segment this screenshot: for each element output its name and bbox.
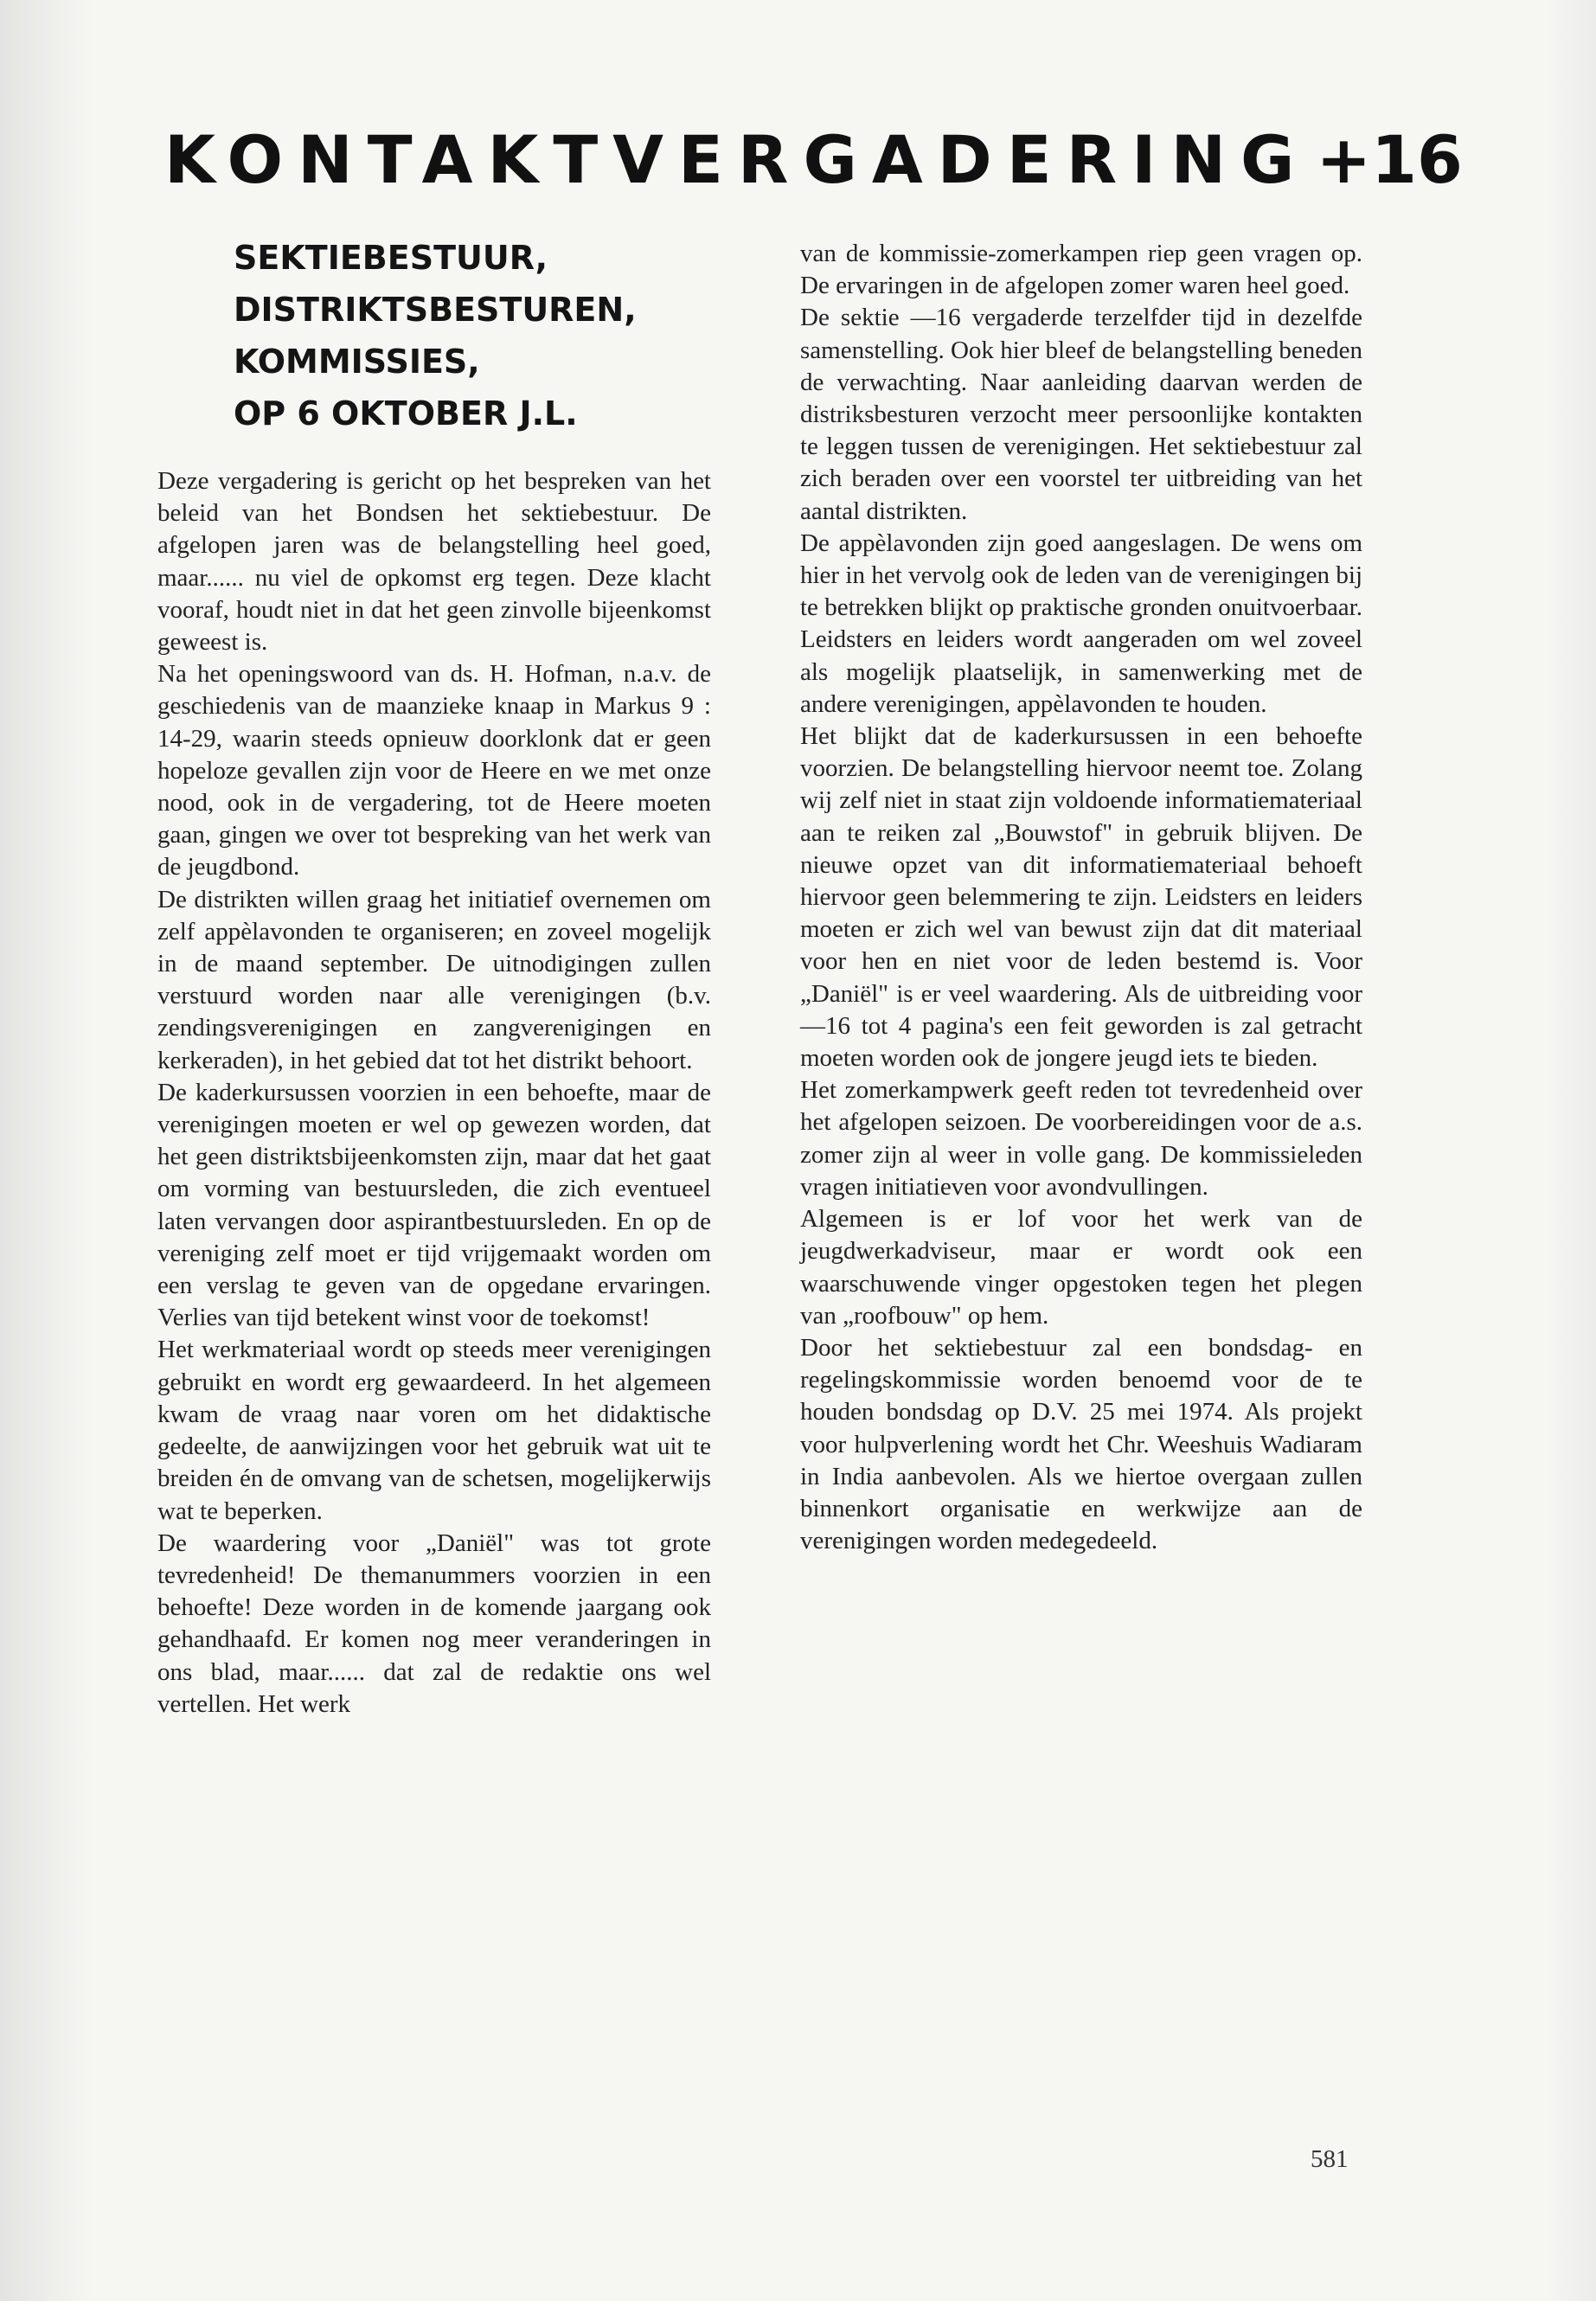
- paragraph: Door het sektiebestuur zal een bondsdag- en regelingskommissie worden benoemd voor de te houden bondsdag op D.V. 25 mei 1974. Als projekt voor hulpverlening wordt het Chr. Weeshuis Wadiaram in India aanbevolen. Als we hiertoe overgaan zullen binnenkort organisatie en werkwijze aan de verenigingen worden medegedeeld.: [800, 1333, 1362, 1555]
- page-headline: [164, 121, 1463, 199]
- paragraph: Het blijkt dat de kaderkursussen in een behoefte voorzien. De belangstelling hiervoor neemt toe. Zolang wij zelf niet in staat zijn voldoende informatiemateriaal aan te reiken zal „Bouwstof" in gebruik blijven. De nieuwe opzet van dit informatiemateriaal behoeft hiervoor geen belemmering te zijn. Leidsters en leiders moeten er zich wel van bewust zijn dat dit materiaal voor hen en niet voor de leden bestemd is. Voor „Daniël" is er veel waardering. Als de uitbreiding voor —16 tot 4 pagina's een feit geworden is zal getracht moeten worden ook de jongere jeugd iets te bieden.: [800, 722, 1362, 1073]
- subheading-line: DISTRIKTSBESTUREN,: [234, 291, 637, 329]
- paragraph: Deze vergadering is gericht op het bespreken van het beleid van het Bondsen het sektiebestuur. De afgelopen jaren was de belangstelling heel goed, maar...... nu viel de opkomst erg tegen. Deze klacht vooraf, houdt niet in dat het geen zinvolle bijeenkomst geweest is.: [157, 467, 711, 657]
- left-column: [157, 465, 711, 1721]
- subheading: [234, 232, 718, 439]
- paragraph: Algemeen is er lof voor het werk van de jeugdwerkadviseur, maar er wordt ook een waarschuwende vinger opgestoken tegen het plegen van „roofbouw" op hem.: [800, 1205, 1362, 1330]
- paragraph: van de kommissie-zomerkampen riep geen vragen op. De ervaringen in de afgelopen zomer waren heel goed.: [800, 240, 1362, 300]
- subheading-line: KOMMISSIES,: [234, 343, 480, 381]
- paragraph: De appèlavonden zijn goed aangeslagen. De wens om hier in het vervolg ook de leden van de verenigingen bij te betrekken blijkt op praktische gronden onuitvoerbaar. Leidsters en leiders wordt aangeraden om wel zoveel als mogelijk plaatselijk, in samenwerking met de andere verenigingen, appèlavonden te houden.: [800, 529, 1362, 718]
- right-column: [800, 238, 1362, 1557]
- headline-title: KONTAKTVERGADERING: [164, 121, 1310, 198]
- paragraph: De waardering voor „Daniël" was tot grote tevredenheid! De themanummers voorzien in een behoefte! Deze worden in de komende jaargang ook gehandhaafd. Er komen nog meer veranderingen in ons blad, maar...... dat zal de redaktie ons wel vertellen. Het werk: [157, 1529, 711, 1718]
- paragraph: De kaderkursussen voorzien in een behoefte, maar de verenigingen moeten er wel op gewezen worden, dat het geen distriktsbijeenkomsten zijn, maar dat het gaat om vorming van bestuursleden, die zich eventueel laten vervangen door aspirantbestuursleden. En op de vereniging zelf moet er tijd vrijgemaakt worden om een verslag te geven van de opgedane ervaringen. Verlies van tijd betekent winst voor de toekomst!: [157, 1078, 711, 1332]
- paragraph: Het werkmateriaal wordt op steeds meer verenigingen gebruikt en wordt erg gewaardeerd. In het algemeen kwam de vraag naar voren om het didaktische gedeelte, de aanwijzingen voor het gebruik wat uit te breiden én de omvang van de schetsen, mogelijkerwijs wat te beperken.: [157, 1336, 711, 1525]
- headline-suffix: +16: [1316, 121, 1463, 198]
- subheading-line: SEKTIEBESTUUR,: [234, 239, 548, 277]
- paragraph: De sektie —16 vergaderde terzelfder tijd in dezelfde samenstelling. Ook hier bleef de belangstelling beneden de verwachting. Naar aanleiding daarvan werden de distriksbesturen verzocht meer persoonlijke kontakten te leggen tussen de verenigingen. Het sektiebestuur zal zich beraden over een voorstel ter uitbreiding van het aantal distrikten.: [800, 304, 1362, 525]
- paragraph: Na het openingswoord van ds. H. Hofman, n.a.v. de geschiedenis van de maanzieke knaap in Markus 9 : 14-29, waarin steeds opnieuw doorklonk dat er geen hopeloze gevallen zijn voor de Heere en we met onze nood, ook in de vergadering, tot de Heere moeten gaan, gingen we over tot bespreking van het werk van de jeugdbond.: [157, 660, 711, 881]
- page-shadow-left: [0, 0, 95, 2301]
- paragraph: De distrikten willen graag het initiatief overnemen om zelf appèlavonden te organiseren; en zoveel mogelijk in de maand september. De uitnodigingen zullen verstuurd worden naar alle verenigingen (b.v. zendingsverenigingen en zangverenigingen en kerkeraden), in het gebied dat tot het distrikt behoort.: [157, 885, 711, 1074]
- paragraph: Het zomerkampwerk geeft reden tot tevredenheid over het afgelopen seizoen. De voorbereidingen voor de a.s. zomer zijn al weer in volle gang. De kommissieleden vragen initiatieven voor avondvullingen.: [800, 1076, 1362, 1201]
- subheading-line: OP 6 OKTOBER J.L.: [234, 394, 578, 433]
- page-number: 581: [1311, 2145, 1349, 2173]
- page-shadow-right: [1544, 0, 1596, 2301]
